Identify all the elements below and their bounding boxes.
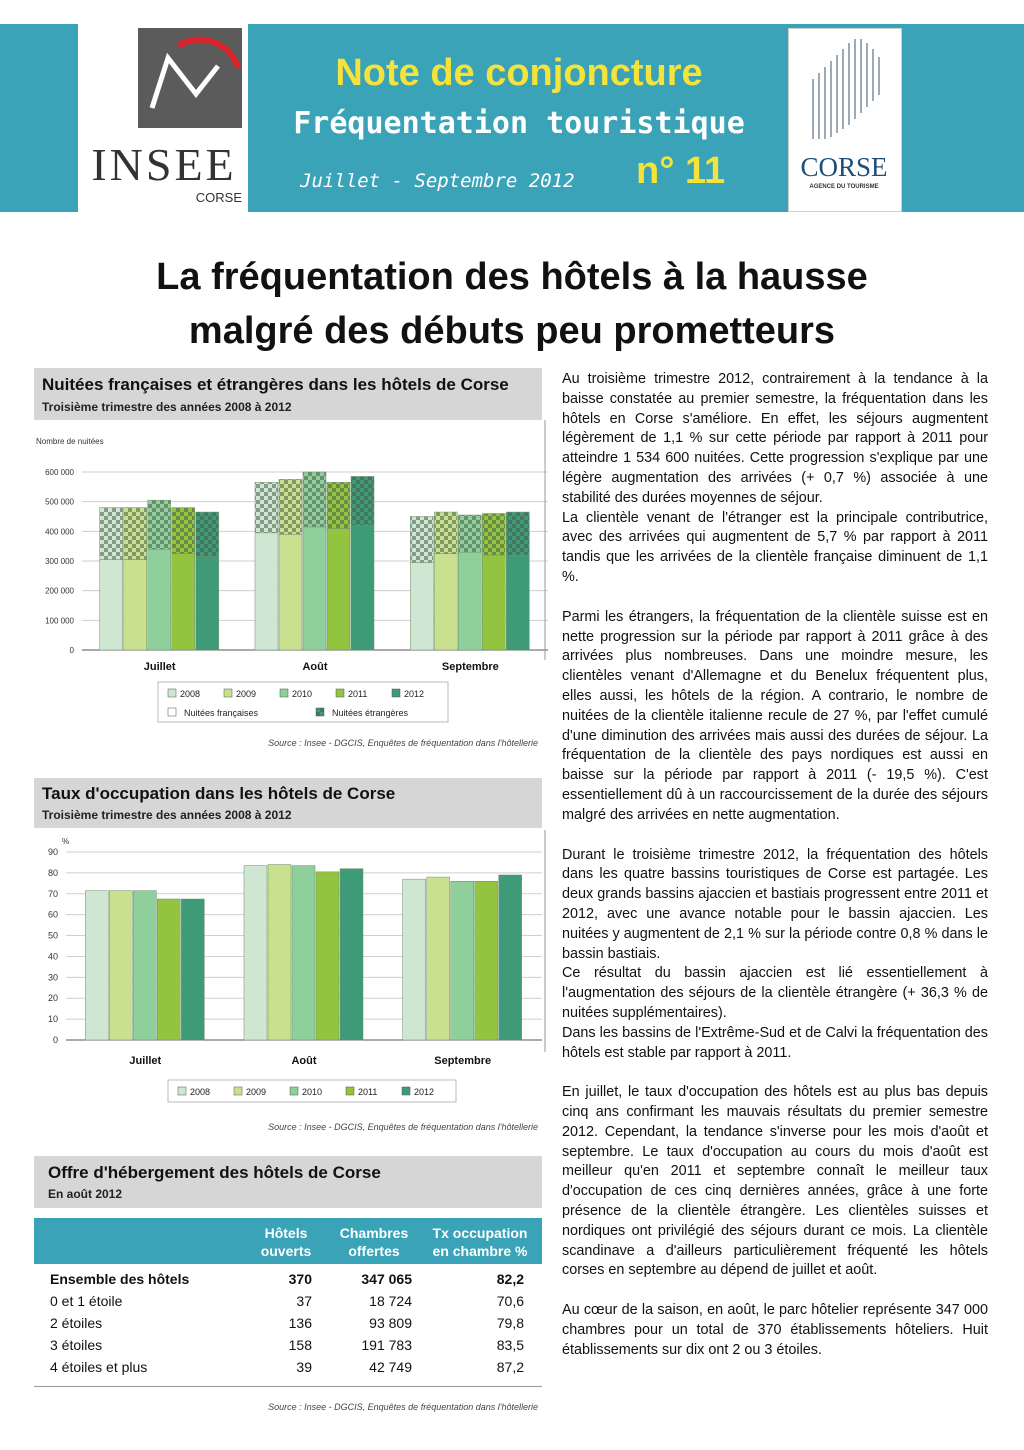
bar-nuitees-etrangeres — [100, 508, 123, 560]
paragraph-5: Ce résultat du bassin ajaccien est lié essentiellement à l'augmentation des séjours de la clientèle étrangère (+ 36,3 % de nuitées supplémentaires). — [562, 965, 988, 1021]
cell-taux: 70,6 — [496, 1293, 524, 1309]
x-tick-label: Juillet — [143, 661, 176, 673]
paragraph-4: Durant le troisième trimestre 2012, la fréquentation des hôtels dans les quatre bassins touristiques de Corse est partagée. Les deux grands bassins ajaccien et bastiais progressent entre 2011 et 2012, avec une avance notable pour le bassin ajaccien. Les nuitées y augmentent de 2,1 % sur la période contre 0,8 % dans le bassin bastiais. — [562, 846, 988, 962]
insee-logo-region: CORSE — [195, 190, 242, 205]
chart1-header — [34, 368, 542, 420]
corse-logo-tagline: AGENCE DU TOURISME — [809, 184, 879, 190]
legend-label: 2012 — [414, 1087, 435, 1097]
issue-number: n° 11 — [636, 150, 726, 192]
legend-label: 2010 — [302, 1087, 323, 1097]
bar-taux-occupation — [427, 877, 450, 1040]
headline-line-2: malgré des débuts peu prometteurs — [188, 310, 836, 352]
bar-taux-occupation — [340, 869, 363, 1040]
table-header — [34, 1156, 542, 1208]
bar-nuitees-etrangeres — [351, 476, 374, 525]
legend-label: 2011 — [358, 1087, 378, 1097]
cell-chambres: 42 749 — [369, 1359, 412, 1375]
chart1-title: Nuitées françaises et étrangères dans les hôtels de Corse — [42, 375, 509, 394]
column-header-hotels-l1: Hôtels — [264, 1225, 308, 1241]
bar-taux-occupation — [451, 881, 474, 1040]
bar-nuitees-francaises — [506, 555, 529, 650]
bar-nuitees-etrangeres — [255, 482, 278, 532]
legend-label: 2008 — [190, 1087, 211, 1097]
cell-taux: 82,2 — [496, 1271, 524, 1287]
chart2-taux-occupation — [0, 830, 550, 1110]
bar-nuitees-francaises — [124, 560, 147, 650]
bar-taux-occupation — [133, 891, 156, 1040]
bar-nuitees-francaises — [148, 549, 171, 650]
bar-nuitees-francaises — [482, 555, 505, 650]
legend-label: Nuitées étrangères — [332, 708, 409, 718]
cell-taux: 87,2 — [496, 1359, 524, 1375]
legend-swatch — [336, 689, 344, 697]
bar-taux-occupation — [157, 899, 180, 1040]
bar-nuitees-etrangeres — [303, 472, 326, 527]
legend-swatch — [402, 1087, 410, 1095]
paragraph-8: Au cœur de la saison, en août, le parc hôtelier représente 347 000 chambres pour un total de 370 établissements hôteliers. Huit établissements sur dix ont 2 ou 3 étoiles. — [562, 1302, 988, 1358]
x-tick-label: Septembre — [434, 1055, 492, 1067]
x-tick-label: Juillet — [129, 1055, 162, 1067]
bar-nuitees-francaises — [196, 557, 219, 650]
y-tick-label: 300 000 — [45, 557, 74, 566]
bar-taux-occupation — [244, 866, 267, 1040]
corse-logo-text: CORSE — [800, 152, 888, 182]
legend-label: Nuitées françaises — [184, 708, 259, 718]
bar-nuitees-etrangeres — [458, 515, 481, 552]
chart2-y-axis-label: % — [62, 837, 70, 846]
bar-nuitees-etrangeres — [506, 512, 529, 555]
cell-hotels: 370 — [288, 1271, 312, 1287]
legend-swatch — [168, 689, 176, 697]
column-header-taux-l1: Tx occupation — [432, 1225, 528, 1241]
article-body — [562, 370, 988, 1381]
legend-label: 2009 — [246, 1087, 267, 1097]
legend-label: 2012 — [404, 689, 425, 699]
x-tick-label: Septembre — [441, 661, 499, 673]
y-tick-label: 200 000 — [45, 586, 74, 596]
chart2-source: Source : Insee - DGCIS, Enquêtes de fréquentation dans l'hôtellerie — [268, 1122, 538, 1132]
bar-nuitees-francaises — [410, 562, 433, 650]
y-tick-label: 20 — [47, 993, 58, 1004]
y-tick-label: 100 000 — [45, 616, 74, 626]
bar-taux-occupation — [181, 899, 204, 1040]
cell-chambres: 347 065 — [361, 1271, 412, 1287]
column-header-chambres-l1: Chambres — [339, 1225, 409, 1241]
legend-swatch — [316, 708, 324, 716]
bar-nuitees-francaises — [303, 527, 326, 650]
table-source: Source : Insee - DGCIS, Enquêtes de fréquentation dans l'hôtellerie — [268, 1402, 538, 1412]
chart2-subtitle: Troisième trimestre des années 2008 à 2012 — [42, 808, 292, 822]
bar-taux-occupation — [499, 875, 522, 1040]
cell-chambres: 93 809 — [369, 1315, 412, 1331]
legend-label: 2008 — [180, 689, 201, 699]
bar-nuitees-etrangeres — [434, 512, 457, 554]
corse-logo-graphic — [789, 29, 901, 149]
x-tick-label: Août — [302, 661, 328, 673]
table-title: Offre d'hébergement des hôtels de Corse — [48, 1163, 381, 1182]
bar-nuitees-etrangeres — [172, 508, 195, 554]
row-label: 3 étoiles — [50, 1337, 103, 1353]
paragraph-7: En juillet, le taux d'occupation des hôtels est au plus bas depuis cinq ans confirmant les mauvais résultats du premier semestre 2012. Cependant, la tendance s'inverse pour les mois d'août et septembre. Le taux d'occupation au cours du mois d'août est meilleur qu'en 2011 et septembre connaît le meilleur taux d'occupation de ces cinq dernières années, grâce à une forte présence de la clientèle étrangère. Les clientèles suisses et nordiques ont privilégié des séjours durant ce mois. La clientèle scandinave a d'ailleurs particulièrement fréquenté les hôtels corses en septembre au dépend de juillet et août. — [562, 1084, 988, 1279]
chart2-title: Taux d'occupation dans les hôtels de Corse — [42, 784, 396, 803]
y-tick-label: 0 — [69, 646, 74, 655]
bar-taux-occupation — [268, 865, 291, 1040]
y-tick-label: 50 — [47, 930, 58, 941]
cell-hotels: 136 — [288, 1315, 312, 1331]
legend-swatch — [346, 1087, 354, 1095]
bar-nuitees-etrangeres — [196, 512, 219, 557]
y-tick-label: 10 — [47, 1014, 58, 1025]
headline — [30, 250, 994, 358]
legend-label: 2010 — [292, 689, 313, 699]
bar-nuitees-francaises — [434, 554, 457, 650]
row-label: Ensemble des hôtels — [50, 1271, 190, 1287]
chart1-subtitle: Troisième trimestre des années 2008 à 2012 — [42, 400, 292, 414]
column-header-chambres-l2: offertes — [348, 1243, 400, 1259]
cell-hotels: 37 — [296, 1293, 312, 1309]
publication-subtitle: Fréquentation touristique — [293, 106, 745, 141]
bar-nuitees-francaises — [279, 534, 302, 650]
bar-taux-occupation — [316, 872, 339, 1040]
bar-taux-occupation — [85, 891, 108, 1040]
bar-nuitees-francaises — [172, 554, 195, 650]
paragraph-2: La clientèle venant de l'étranger est la principale contributrice, avec des arrivées qui augmentent de 5,7 % par rapport à 2011 tandis que les arrivées de la clientèle française diminuent de 1,1 %. — [562, 509, 988, 585]
paragraph-3: Parmi les étrangers, la fréquentation de la clientèle suisse est en nette progression sur la période par rapport à 2011 grâce à des arrivées plus nombreuses. Dans une moindre mesure, les clientèles venant d'Allemagne et du Benelux fréquentent plus, elles aussi, les hôtels de la région. A contrario, le nombre de nuitées de la clientèle italienne recule de 27 %, par l'effet cumulé d'une diminution des arrivées mais aussi des durées de séjour. La fréquentation de la clientèle des pays nordiques est aussi en baisse sur la période par rapport à 2011 (- 19,5 %). C'est essentiellement dû à un raccourcissement de la durée des séjours malgré des arrivées en nette augmentation. — [562, 608, 988, 823]
legend-swatch — [168, 708, 176, 716]
cell-taux: 83,5 — [496, 1337, 524, 1353]
bar-nuitees-etrangeres — [327, 482, 350, 528]
y-tick-label: 60 — [47, 909, 58, 920]
legend-label: 2009 — [236, 689, 257, 699]
column-header-chambres — [330, 1224, 418, 1260]
chart1-y-axis-label: Nombre de nuitées — [36, 437, 104, 446]
cell-chambres: 191 783 — [361, 1337, 412, 1353]
column-header-hotels — [246, 1224, 326, 1260]
bar-nuitees-etrangeres — [482, 514, 505, 556]
insee-logo-mark — [138, 28, 242, 128]
y-tick-label: 90 — [47, 847, 58, 857]
table-subtitle: En août 2012 — [48, 1187, 123, 1201]
x-tick-label: Août — [291, 1055, 317, 1067]
bar-taux-occupation — [292, 866, 315, 1040]
bar-nuitees-etrangeres — [124, 508, 147, 560]
bar-nuitees-francaises — [100, 560, 123, 650]
bar-nuitees-etrangeres — [410, 517, 433, 563]
cell-chambres: 18 724 — [369, 1293, 412, 1309]
bar-nuitees-francaises — [351, 525, 374, 650]
y-tick-label: 70 — [47, 888, 58, 899]
legend-swatch — [178, 1087, 186, 1095]
bar-nuitees-etrangeres — [148, 500, 171, 549]
row-label: 0 et 1 étoile — [50, 1293, 123, 1309]
paragraph-6: Dans les bassins de l'Extrême-Sud et de Calvi la fréquentation des hôtels est stable par rapport à 2011. — [562, 1024, 988, 1061]
column-header-hotels-l2: ouverts — [260, 1243, 312, 1259]
column-header-taux-l2: en chambre % — [432, 1243, 528, 1259]
cell-hotels: 158 — [288, 1337, 312, 1353]
bar-nuitees-francaises — [458, 552, 481, 650]
row-label: 2 étoiles — [50, 1315, 103, 1331]
insee-logo-text: INSEE — [91, 139, 237, 190]
chart1-source: Source : Insee - DGCIS, Enquêtes de fréquentation dans l'hôtellerie — [268, 738, 538, 748]
y-tick-label: 40 — [47, 951, 58, 962]
y-tick-label: 600 000 — [45, 468, 74, 477]
legend-swatch — [290, 1087, 298, 1095]
cell-taux: 79,8 — [496, 1315, 524, 1331]
legend-swatch — [224, 689, 232, 697]
bar-taux-occupation — [403, 879, 426, 1040]
y-tick-label: 30 — [47, 972, 58, 983]
bar-taux-occupation — [475, 881, 498, 1040]
cell-hotels: 39 — [296, 1359, 312, 1375]
headline-line-1: La fréquentation des hôtels à la hausse — [156, 256, 868, 298]
legend-swatch — [280, 689, 288, 697]
bar-taux-occupation — [109, 891, 132, 1040]
publication-title: Note de conjoncture — [335, 52, 703, 94]
bar-nuitees-francaises — [327, 528, 350, 650]
chart1-nuitees — [0, 420, 550, 735]
paragraph-1: Au troisième trimestre 2012, contrairement à la tendance à la baisse constatée au premier semestre, la fréquentation dans les hôtels en Corse s'améliore. En effet, les séjours augmentent légèrement de 1,1 % sur cette période par rapport à 2011 pour atteindre 1 534 600 nuitées. Cette progression s'explique par une légère augmentation des arrivées (+ 0,7 %) associée à une stabilité des durées moyennes de séjour. — [562, 371, 988, 506]
chart2-header — [34, 778, 542, 828]
y-tick-label: 80 — [47, 867, 58, 878]
row-label: 4 étoiles et plus — [50, 1359, 148, 1375]
column-header-taux — [420, 1224, 540, 1260]
publication-period: Juillet - Septembre 2012 — [300, 170, 575, 192]
bar-nuitees-francaises — [255, 533, 278, 650]
bar-nuitees-etrangeres — [279, 479, 302, 534]
y-tick-label: 500 000 — [45, 497, 74, 507]
table-bottom-rule — [34, 1386, 542, 1387]
legend-swatch — [392, 689, 400, 697]
legend-swatch — [234, 1087, 242, 1095]
legend-label: 2011 — [348, 689, 368, 699]
y-tick-label: 0 — [52, 1035, 58, 1045]
y-tick-label: 400 000 — [45, 527, 74, 537]
